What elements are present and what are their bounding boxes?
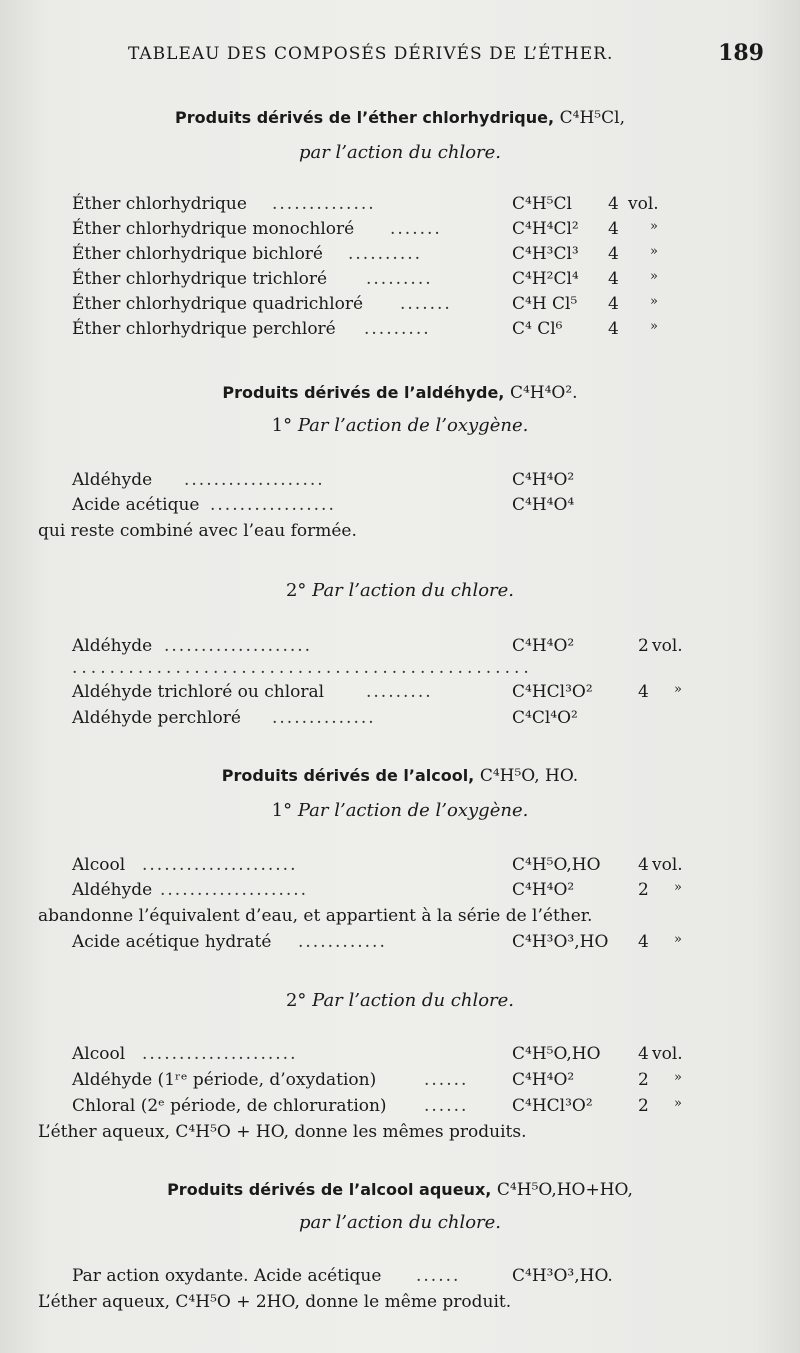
subtitle-number: 1° (271, 415, 293, 436)
compound-name: Aldéhyde perchloré (72, 708, 241, 728)
section-title-alcool-aqueux (0, 1180, 800, 1200)
leader-dots: ................... (184, 470, 325, 490)
volume-unit: vol. (652, 636, 683, 656)
volume-value: 4 (638, 1044, 649, 1064)
volume-value: 2 (638, 636, 649, 656)
compound-formula: C⁴H⁴O² (512, 636, 575, 656)
volume-value: 4 (638, 932, 649, 952)
compound-name: Chloral (2ᵉ période, de chloruration) (72, 1096, 387, 1116)
subtitle-number: 2° (285, 990, 307, 1011)
compound-name: Acide acétique hydraté (72, 932, 272, 952)
compound-name: Éther chlorhydrique bichloré (72, 244, 323, 264)
table-row (72, 244, 732, 270)
subtitle-text: Par l’action du chlore. (312, 580, 515, 601)
compound-formula: C⁴H⁵O,HO (512, 1044, 601, 1064)
volume-unit: » (674, 880, 682, 895)
volume-value: 4 (608, 269, 619, 289)
section-subtitle: par l’action du chlore. (298, 142, 502, 163)
page-number: 189 (718, 40, 764, 66)
table-row (72, 219, 732, 245)
leader-dots: ...... (424, 1096, 469, 1116)
leader-dots: ..................... (142, 1044, 298, 1064)
leader-dots: .............. (272, 194, 376, 214)
compound-formula: C⁴Cl⁴O² (512, 708, 578, 728)
section-subtitle (0, 990, 800, 1011)
volume-unit: » (650, 244, 658, 259)
compound-formula: C⁴H³O³,HO (512, 932, 609, 952)
section-title-formula: C⁴H⁵O, HO. (479, 766, 579, 786)
compound-name: Aldéhyde (1ʳᵉ période, d’oxydation) (72, 1070, 377, 1090)
table-row (72, 932, 732, 958)
leader-dots: ...... (424, 1070, 469, 1090)
leader-dots: ......... (366, 682, 433, 702)
section-title-formula: C⁴H⁴O². (509, 383, 578, 403)
subtitle-text: Par l’action de l’oxygène. (297, 415, 529, 436)
leader-dots: ......... (364, 319, 431, 339)
section-title-alcool (0, 766, 800, 786)
note-text: qui reste combiné avec l’eau formée. (38, 521, 357, 541)
section-title-aldehyde (0, 383, 800, 403)
section-title-text: Produits dérivés de l’éther chlorhydrique, (175, 108, 555, 127)
section-title-text: Produits dérivés de l’aldéhyde, (222, 383, 505, 402)
table-row (72, 294, 732, 320)
compound-name: Acide acétique (72, 495, 200, 515)
leader-dots: ....... (390, 219, 442, 239)
compound-formula: C⁴HCl³O² (512, 1096, 593, 1116)
volume-value: 4 (608, 319, 619, 339)
leader-dots: .......... (348, 244, 423, 264)
table-row (72, 1070, 732, 1096)
running-title: TABLEAU DES COMPOSÉS DÉRIVÉS DE L’ÉTHER. (128, 44, 614, 64)
leader-dots: .................... (160, 880, 309, 900)
compound-formula: C⁴ Cl⁶ (512, 319, 563, 339)
volume-unit: » (674, 932, 682, 947)
section-title-formula: C⁴H⁵O,HO+HO, (496, 1180, 633, 1200)
section-subtitle (0, 415, 800, 436)
compound-formula: C⁴H³O³,HO. (512, 1266, 613, 1286)
leader-dots: .............. (272, 708, 376, 728)
table-row (72, 682, 732, 708)
compound-name: Aldéhyde (72, 470, 153, 490)
volume-unit: vol. (652, 1044, 683, 1064)
volume-value: 4 (638, 682, 649, 702)
compound-name: Éther chlorhydrique trichloré (72, 269, 328, 289)
volume-unit: vol. (628, 194, 659, 214)
compound-formula: C⁴H⁴O² (512, 880, 575, 900)
table-row (72, 1044, 732, 1070)
section-subtitle (0, 580, 800, 601)
volume-value: 4 (608, 294, 619, 314)
leader-dots: ................. (210, 495, 336, 515)
compound-formula: C⁴H²Cl⁴ (512, 269, 579, 289)
compound-formula: C⁴H⁴O⁴ (512, 495, 575, 515)
compound-name: Par action oxydante. Acide acétique (72, 1266, 382, 1286)
compound-formula: C⁴H⁴O² (512, 1070, 575, 1090)
table-row (72, 269, 732, 295)
leader-dots: ...... (416, 1266, 461, 1286)
table-row (72, 708, 732, 734)
section-subtitle (0, 800, 800, 821)
section-title-text: Produits dérivés de l’alcool aqueux, (167, 1180, 492, 1199)
compound-formula: C⁴HCl³O² (512, 682, 593, 702)
table-row (72, 880, 732, 906)
note-text: L’éther aqueux, C⁴H⁵O + HO, donne les mêmes produits. (38, 1122, 527, 1142)
volume-unit: » (650, 294, 658, 309)
volume-unit: vol. (652, 855, 683, 875)
volume-unit: » (650, 269, 658, 284)
note-text: abandonne l’équivalent d’eau, et appartient à la série de l’éther. (38, 906, 593, 926)
leader-dots-row: ................................................. (72, 658, 533, 678)
volume-value: 2 (638, 880, 649, 900)
compound-formula: C⁴H⁴O² (512, 470, 575, 490)
compound-formula: C⁴H Cl⁵ (512, 294, 578, 314)
volume-value: 2 (638, 1096, 649, 1116)
table-row (72, 495, 732, 521)
compound-name: Aldéhyde trichloré ou chloral (72, 682, 325, 702)
subtitle-text: Par l’action de l’oxygène. (297, 800, 529, 821)
leader-dots: .................... (164, 636, 313, 656)
note-text: L’éther aqueux, C⁴H⁵O + 2HO, donne le même produit. (38, 1292, 512, 1312)
volume-unit: » (674, 1096, 682, 1111)
volume-value: 4 (608, 244, 619, 264)
volume-unit: » (650, 219, 658, 234)
subtitle-text: Par l’action du chlore. (312, 990, 515, 1011)
compound-name: Alcool (72, 855, 126, 875)
subtitle-number: 1° (271, 800, 293, 821)
compound-formula: C⁴H⁴Cl² (512, 219, 579, 239)
table-row (72, 1096, 732, 1122)
section-title-formula: C⁴H⁵Cl, (559, 108, 625, 128)
compound-name: Éther chlorhydrique (72, 194, 247, 214)
table-row (72, 319, 732, 345)
compound-name: Aldéhyde (72, 880, 153, 900)
section-title-text: Produits dérivés de l’alcool, (221, 766, 475, 785)
compound-formula: C⁴H⁵O,HO (512, 855, 601, 875)
table-row (72, 194, 732, 220)
table-row (72, 1266, 732, 1292)
volume-unit: » (674, 1070, 682, 1085)
leader-dots: ....... (400, 294, 452, 314)
compound-name: Éther chlorhydrique perchloré (72, 319, 336, 339)
compound-name: Éther chlorhydrique quadrichloré (72, 294, 364, 314)
section-subtitle: par l’action du chlore. (298, 1212, 502, 1233)
table-row (72, 855, 732, 881)
leader-dots: ..................... (142, 855, 298, 875)
compound-name: Aldéhyde (72, 636, 153, 656)
volume-value: 4 (608, 194, 619, 214)
volume-value: 4 (638, 855, 649, 875)
volume-unit: » (674, 682, 682, 697)
volume-unit: » (650, 319, 658, 334)
compound-name: Alcool (72, 1044, 126, 1064)
volume-value: 4 (608, 219, 619, 239)
subtitle-number: 2° (285, 580, 307, 601)
leader-dots: ............ (298, 932, 387, 952)
table-row (72, 470, 732, 496)
compound-formula: C⁴H⁵Cl (512, 194, 572, 214)
section-title-ether-chlorhydrique (0, 108, 800, 128)
leader-dots: ......... (366, 269, 433, 289)
compound-formula: C⁴H³Cl³ (512, 244, 579, 264)
compound-name: Éther chlorhydrique monochloré (72, 219, 355, 239)
volume-value: 2 (638, 1070, 649, 1090)
